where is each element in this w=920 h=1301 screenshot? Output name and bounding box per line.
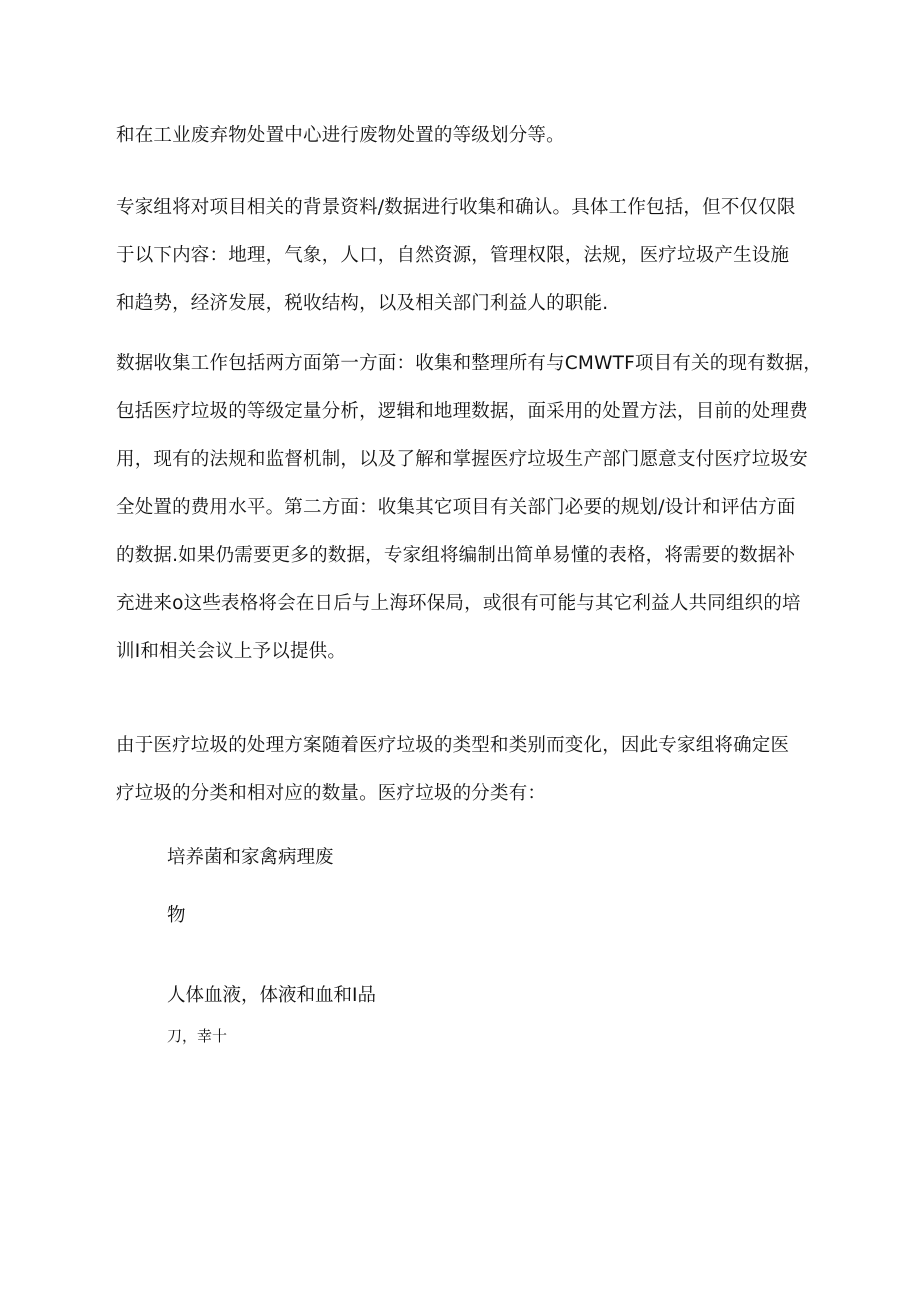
paragraph-line: 专家组将对项目相关的背景资料/数据进行收集和确认。具体工作包括，但不仅仅限 [116, 197, 796, 218]
paragraph-line: 训I和相关会议上予以提供。 [116, 641, 347, 662]
paragraph-line: 包括医疗垃圾的等级定量分析，逻辑和地理数据，面采用的处置方法，目前的处理费 [116, 401, 808, 422]
paragraph-data-collection [116, 340, 846, 676]
paragraph-line: 全处置的费用水平。第二方面：收集其它项目有关部门必要的规划/设计和评估方面 [116, 497, 796, 518]
paragraph-line: 和在工业废弃物处置中心进行废物处置的等级划分等。 [116, 125, 565, 146]
paragraph-background-data [116, 184, 846, 328]
paragraph-line: 用，现有的法规和监督机制，以及了解和掌握医疗垃圾生产部门愿意支付医疗垃圾安 [116, 449, 808, 470]
paragraph-line: 于以下内容：地理，气象，人口，自然资源，管理权限，法规，医疗垃圾产生设施 [116, 245, 790, 266]
paragraph-line: 数据收集工作包括两方面第一方面：收集和整理所有与CMWTF项目有关的现有数据， [116, 353, 822, 374]
list-item-sharps: 刀，幸十 [167, 1027, 228, 1045]
paragraph-waste-classification [116, 112, 846, 160]
paragraph-waste-categories [116, 722, 846, 818]
paragraph-line: 充进来o这些表格将会在日后与上海环保局，或很有可能与其它利益人共同组织的培 [116, 593, 801, 614]
paragraph-line: 的数据.如果仍需要更多的数据，专家组将编制出简单易懂的表格，将需要的数据补 [116, 545, 796, 566]
paragraph-line: 和趋势，经济发展，税收结构，以及相关部门利益人的职能. [116, 293, 609, 314]
paragraph-line: 由于医疗垃圾的处理方案随着医疗垃圾的类型和类别而变化，因此专家组将确定医 [116, 735, 790, 756]
list-item-blood-fluids: 人体血液，体液和血和I品 [167, 985, 376, 1006]
paragraph-line: 疗垃圾的分类和相对应的数量。医疗垃圾的分类有： [116, 783, 547, 804]
list-item-cultures-continued: 物 [167, 905, 186, 926]
list-item-cultures: 培养菌和家禽病理废 [167, 847, 334, 868]
